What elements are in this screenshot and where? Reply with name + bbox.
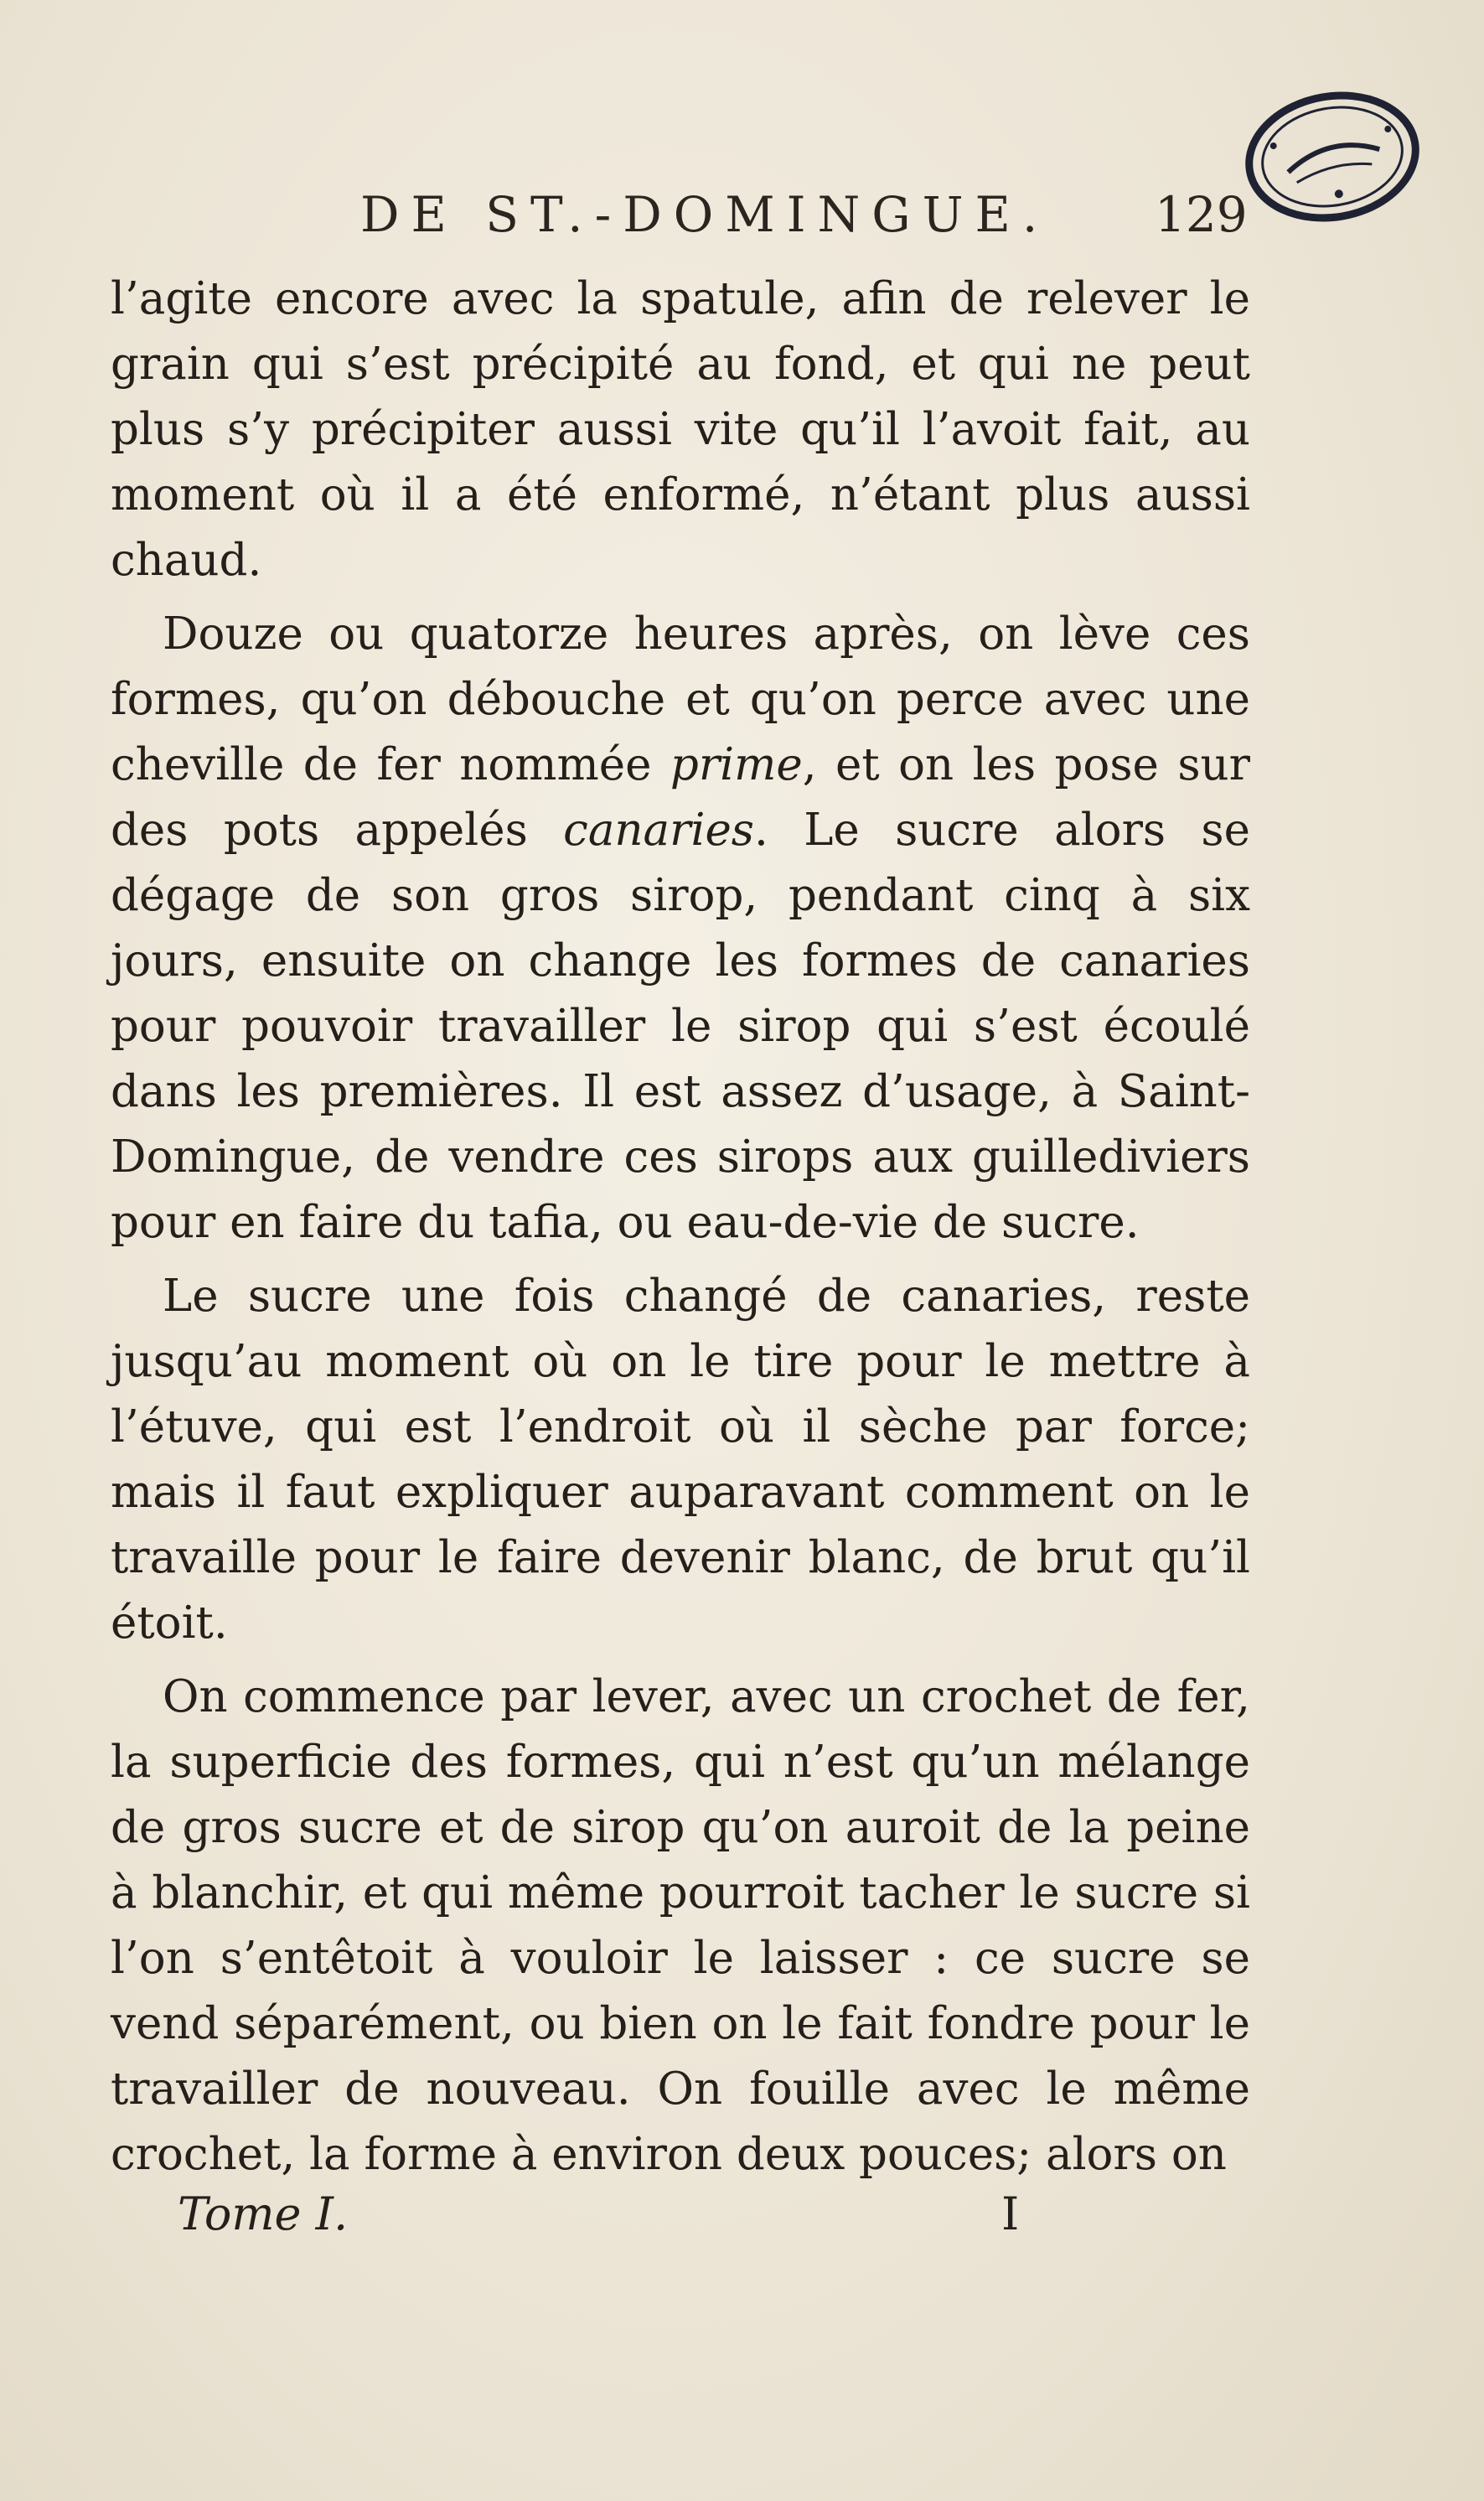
paragraph-1 <box>111 267 1250 593</box>
running-title: DE ST.-DOMINGUE. <box>360 186 1050 243</box>
paragraph-2-text-a: Douze ou quatorze heures après, on lève ces formes, qu’on débouche et qu’on perce avec une cheville de fer nommée <box>111 608 1250 790</box>
paragraph-4-text: On commence par lever, avec un crochet de fer, la superficie des formes, qui n’est qu’un mélange de gros sucre et de sirop qu’on auroit de la peine à blanchir, et qui même pourroit tacher le sucre si l’on s’entêtoit à vouloir le laisser : ce sucre se vend séparément, ou bien on le fait fondre pour le travailler de nouveau. On fouille avec le même crochet, la forme à environ deux pouces; alors on <box>111 1671 1250 2180</box>
paragraph-4 <box>111 1665 1250 2188</box>
paragraph-3-text: Le sucre une fois changé de canaries, reste jusqu’au moment où on le tire pour le mettre à l’étuve, qui est l’endroit où il sèche par force; mais il faut expliquer auparavant comment on le travaille pour le faire devenir blanc, de brut qu’il étoit. <box>111 1271 1250 1649</box>
term-canaries: canaries <box>563 805 755 856</box>
term-prime: prime <box>670 739 803 790</box>
page-number: 129 <box>1155 186 1248 243</box>
paragraph-2-text-c: , et on les pose sur des pots appelés <box>111 739 1250 856</box>
paragraph-2-text-e: . Le sucre alors se dégage de son gros sirop, pendant cinq à six jours, ensuite on change les formes de canaries pour pouvoir travailler le sirop qui s’est écoulé dans les premières. Il est assez d’usage, à Saint-Domingue, de vendre ces sirops aux guillediviers pour en faire du tafia, ou eau-de-vie de sucre. <box>111 805 1250 1248</box>
paragraph-3 <box>111 1264 1250 1656</box>
page-footer <box>0 2188 1484 2255</box>
library-stamp <box>1228 77 1437 236</box>
page-body <box>111 267 1250 2196</box>
paragraph-2 <box>111 602 1250 1256</box>
volume-label: Tome I. <box>178 2188 349 2240</box>
signature-mark: I <box>1001 2188 1020 2240</box>
paragraph-1-text: l’agite encore avec la spatule, afin de relever le grain qui s’est précipité au fond, et qui ne peut plus s’y précipiter aussi vite qu’il l’avoit fait, au moment où il a été enformé, n’étant plus aussi chaud. <box>111 273 1250 586</box>
